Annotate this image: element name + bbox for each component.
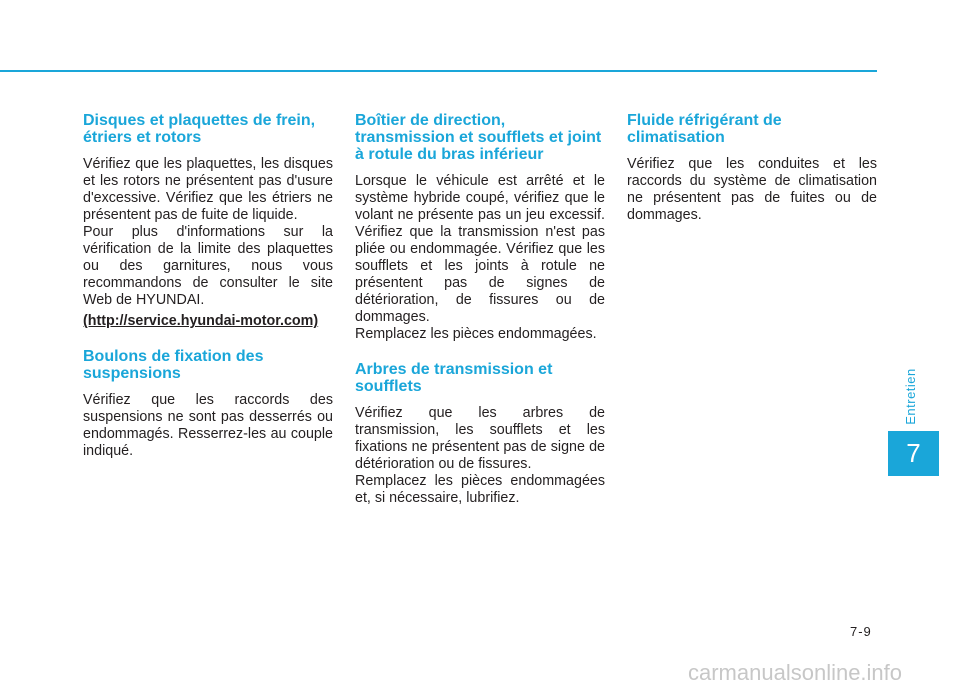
steering-paragraph-2: Remplacez les pièces endommagées.	[355, 326, 597, 342]
brakes-paragraph-2: Pour plus d'informations sur la vérification de la limite des plaquettes ou des garnitures, nous vous recommandons de consulter le site Web de HYUNDAI.	[83, 224, 333, 308]
section-title-ac-refrigerant: Fluide réfrigérant de climatisation	[627, 112, 782, 146]
steering-paragraph-1: Lorsque le véhicule est arrêté et le système hybride coupé, vérifiez que le volant ne présente pas un jeu excessif. Vérifiez que la transmission n'est pas pliée ou endommagée. Vérifiez que les soufflets et les joints à rotule ne présentent pas de signes de détérioration, de fissures ou de dommages.	[355, 173, 605, 325]
top-rule	[0, 70, 877, 72]
drive-shafts-paragraph-1: Vérifiez que les arbres de transmission, les soufflets et les fixations ne présentent pas de signe de détérioration ou de fissures.	[355, 405, 605, 472]
chapter-number: 7	[906, 438, 921, 468]
drive-shafts-paragraph-2: Remplacez les pièces endommagées et, si nécessaire, lubrifiez.	[355, 473, 605, 506]
column-3	[627, 112, 877, 224]
footer-watermark: carmanualsonline.info	[688, 660, 903, 685]
brakes-paragraph-1: Vérifiez que les plaquettes, les disques et les rotors ne présentent pas d'usure d'excessive. Vérifiez que les étriers ne présentent pas de fuite de liquide.	[83, 156, 333, 223]
section-title-drive-shafts: Arbres de transmission et soufflets	[355, 361, 553, 395]
suspension-paragraph: Vérifiez que les raccords des suspensions ne sont pas desserrés ou endommagés. Resserrez-les au couple indiqué.	[83, 392, 333, 459]
column-2	[355, 112, 605, 507]
ac-refrigerant-paragraph: Vérifiez que les conduites et les raccords du système de climatisation ne présentent pas de fuites ou de dommages.	[627, 156, 877, 223]
section-title-brakes: Disques et plaquettes de frein, étriers et rotors	[83, 112, 316, 146]
hyundai-service-link[interactable]: (http://service.hyundai-motor.com)	[83, 313, 319, 329]
column-1	[83, 112, 333, 460]
page-number: 7-9	[850, 624, 872, 639]
chapter-side-label	[898, 368, 922, 424]
chapter-tab	[888, 431, 939, 476]
chapter-name: Entretien	[902, 367, 918, 425]
section-title-suspension-bolts: Boulons de fixation des suspensions	[83, 348, 264, 382]
section-title-steering: Boîtier de direction, transmission et soufflets et joint à rotule du bras inférieur	[355, 112, 602, 163]
